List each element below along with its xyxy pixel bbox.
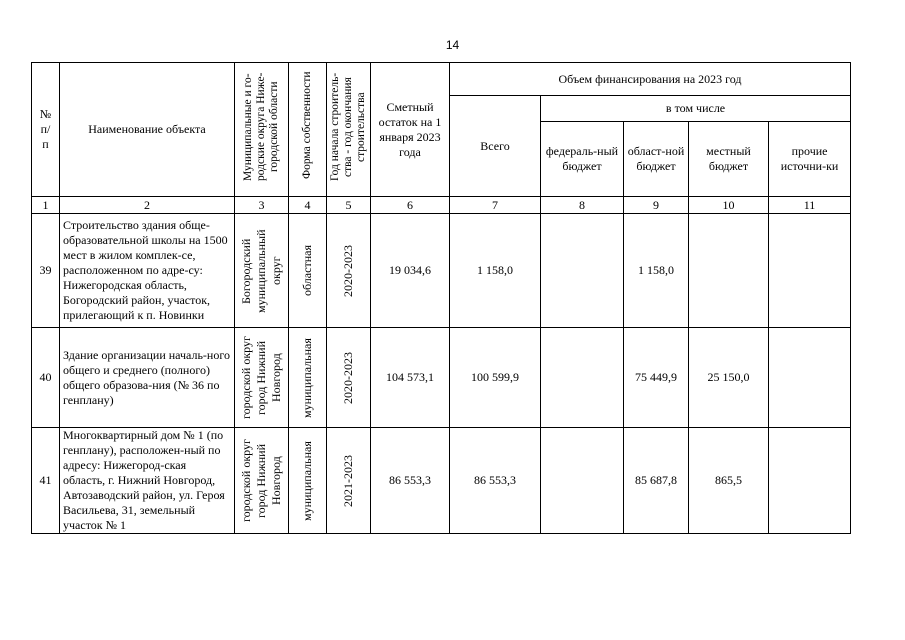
municipality-cell: Богородский муниципальный округ bbox=[235, 214, 289, 328]
municipality-cell: городской округ город Нижний Новгород bbox=[235, 328, 289, 428]
financing-table bbox=[31, 62, 851, 534]
header-federal: федераль-ный бюджет bbox=[541, 122, 624, 197]
column-number: 9 bbox=[624, 197, 689, 214]
regional-cell: 75 449,9 bbox=[624, 328, 689, 428]
column-number: 7 bbox=[450, 197, 541, 214]
regional-cell: 1 158,0 bbox=[624, 214, 689, 328]
column-number: 8 bbox=[541, 197, 624, 214]
header-local: местный бюджет bbox=[689, 122, 769, 197]
municipality-cell: городской округ город Нижний Новгород bbox=[235, 428, 289, 534]
column-number: 11 bbox=[769, 197, 851, 214]
federal-cell bbox=[541, 428, 624, 534]
column-number: 5 bbox=[327, 197, 371, 214]
federal-cell bbox=[541, 214, 624, 328]
years-cell: 2020-2023 bbox=[327, 214, 371, 328]
column-number-row bbox=[32, 197, 851, 214]
column-number: 2 bbox=[60, 197, 235, 214]
other-cell bbox=[769, 328, 851, 428]
ownership-cell: областная bbox=[289, 214, 327, 328]
federal-cell bbox=[541, 328, 624, 428]
column-number: 6 bbox=[371, 197, 450, 214]
other-cell bbox=[769, 428, 851, 534]
balance-cell: 104 573,1 bbox=[371, 328, 450, 428]
balance-cell: 19 034,6 bbox=[371, 214, 450, 328]
header-total: Всего bbox=[450, 96, 541, 197]
header-balance: Сметный остаток на 1 января 2023 года bbox=[371, 63, 450, 197]
regional-cell: 85 687,8 bbox=[624, 428, 689, 534]
header-regional: област-ной бюджет bbox=[624, 122, 689, 197]
header-other: прочие источни-ки bbox=[769, 122, 851, 197]
object-name: Строительство здания обще-образовательной школы на 1500 мест в жилом комплек-се, расположенном по адре-су: Нижегородская область, Богородский район, участок, прилегающий к п. Новинки bbox=[60, 214, 235, 328]
table-row bbox=[32, 428, 851, 534]
years-cell: 2021-2023 bbox=[327, 428, 371, 534]
total-cell: 1 158,0 bbox=[450, 214, 541, 328]
total-cell: 86 553,3 bbox=[450, 428, 541, 534]
column-number: 3 bbox=[235, 197, 289, 214]
table-row bbox=[32, 214, 851, 328]
column-number: 10 bbox=[689, 197, 769, 214]
header-municipality: Муниципальные и го-родские округа Ниже-городской области bbox=[235, 63, 289, 197]
ownership-cell: муниципальная bbox=[289, 428, 327, 534]
local-cell bbox=[689, 214, 769, 328]
other-cell bbox=[769, 214, 851, 328]
header-name: Наименование объекта bbox=[60, 63, 235, 197]
row-num: 39 bbox=[32, 214, 60, 328]
header-including: в том числе bbox=[541, 96, 851, 122]
row-num: 41 bbox=[32, 428, 60, 534]
years-cell: 2020-2023 bbox=[327, 328, 371, 428]
column-number: 1 bbox=[32, 197, 60, 214]
header-num: № п/ п bbox=[32, 63, 60, 197]
object-name: Здание организации началь-ного общего и среднего (полного) общего образова-ния (№ 36 по генплану) bbox=[60, 328, 235, 428]
local-cell: 25 150,0 bbox=[689, 328, 769, 428]
total-cell: 100 599,9 bbox=[450, 328, 541, 428]
column-number: 4 bbox=[289, 197, 327, 214]
object-name: Многоквартирный дом № 1 (по генплану), расположен-ный по адресу: Нижегород-ская область, г. Нижний Новгород, Автозаводский район, ул. Героя Васильева, 31, земельный участок № 1 bbox=[60, 428, 235, 534]
table-row bbox=[32, 328, 851, 428]
header-funding: Объем финансирования на 2023 год bbox=[450, 63, 851, 96]
header-years: Год начала строитель-ства - год окончания строительства bbox=[327, 63, 371, 197]
page-number: 14 bbox=[445, 38, 460, 52]
local-cell: 865,5 bbox=[689, 428, 769, 534]
balance-cell: 86 553,3 bbox=[371, 428, 450, 534]
header-ownership: Форма собственности bbox=[289, 63, 327, 197]
ownership-cell: муниципальная bbox=[289, 328, 327, 428]
row-num: 40 bbox=[32, 328, 60, 428]
